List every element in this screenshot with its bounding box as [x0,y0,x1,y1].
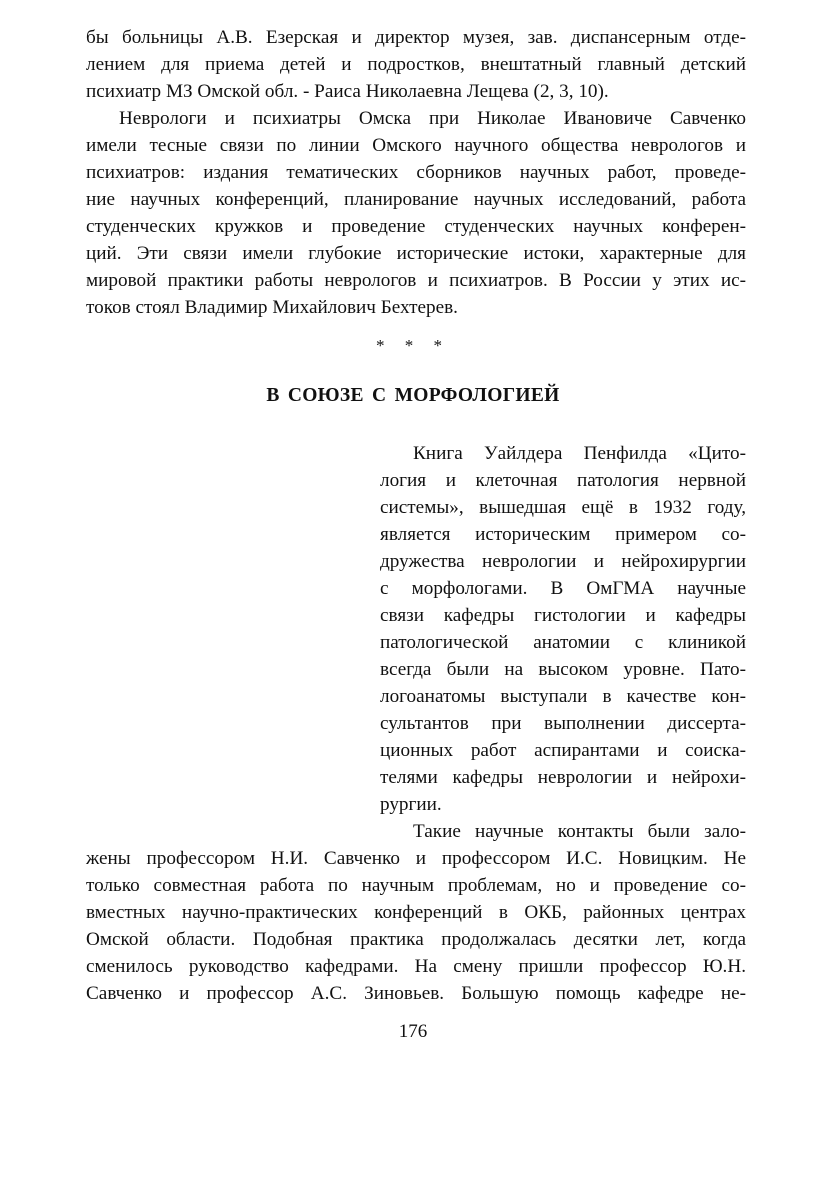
text-line: ние научных конференций, планирование научных исследований, работа [86,189,746,210]
text-line: только совместная работа по научным проблемам, но и проведение со- [86,875,746,896]
text-line: психиатров: издания тематических сборников научных работ, проведе- [86,162,746,183]
text-line: лением для приема детей и подростков, внештатный главный детский [86,54,746,75]
text-line: является историческим примером со- [380,524,746,545]
text-line: системы», вышедшая ещё в 1932 году, [380,497,746,518]
text-line: логия и клеточная патология нервной [380,470,746,491]
text-line: сультантов при выполнении диссерта- [380,713,746,734]
text-line: с морфологами. В ОмГМА научные [380,578,746,599]
text-line: мировой практики работы неврологов и психиатров. В России у этих ис- [86,270,746,291]
text-line: психиатр МЗ Омской обл. - Раиса Николаевна Лещева (2, 3, 10). [86,81,609,102]
text-line: сменилось руководство кафедрами. На смену пришли профессор Ю.Н. [86,956,746,977]
text-line: вместных научно-практических конференций в ОКБ, районных центрах [86,902,746,923]
section-heading: В СОЮЗЕ С МОРФОЛОГИЕЙ [266,385,560,406]
text-line: имели тесные связи по линии Омского научного общества неврологов и [86,135,746,156]
section-separator: * * * [376,336,450,355]
text-line: Такие научные контакты были зало- [413,821,746,842]
text-line: логоанатомы выступали в качестве кон- [380,686,746,707]
text-line: токов стоял Владимир Михайлович Бехтерев. [86,297,458,318]
text-line: ционных работ аспирантами и соиска- [380,740,746,761]
text-line: Книга Уайлдера Пенфилда «Цито- [413,443,746,464]
text-line: связи кафедры гистологии и кафедры [380,605,746,626]
text-line: рургии. [380,794,442,815]
text-line: всегда были на высоком уровне. Пато- [380,659,746,680]
text-line: патологической анатомии с клиникой [380,632,746,653]
text-line: Омской области. Подобная практика продолжалась десятки лет, когда [86,929,746,950]
text-line: бы больницы А.В. Езерская и директор музея, зав. диспансерным отде- [86,27,746,48]
text-line: Неврологи и психиатры Омска при Николае Ивановиче Савченко [119,108,746,129]
text-line: телями кафедры неврологии и нейрохи- [380,767,746,788]
text-line: студенческих кружков и проведение студенческих научных конферен- [86,216,746,237]
page-number: 176 [398,1021,428,1042]
text-line: Савченко и профессор А.С. Зиновьев. Большую помощь кафедре не- [86,983,746,1004]
text-line: жены профессором Н.И. Савченко и профессором И.С. Новицким. Не [86,848,746,869]
text-line: ций. Эти связи имели глубокие исторические истоки, характерные для [86,243,746,264]
text-line: дружества неврологии и нейрохирургии [380,551,746,572]
